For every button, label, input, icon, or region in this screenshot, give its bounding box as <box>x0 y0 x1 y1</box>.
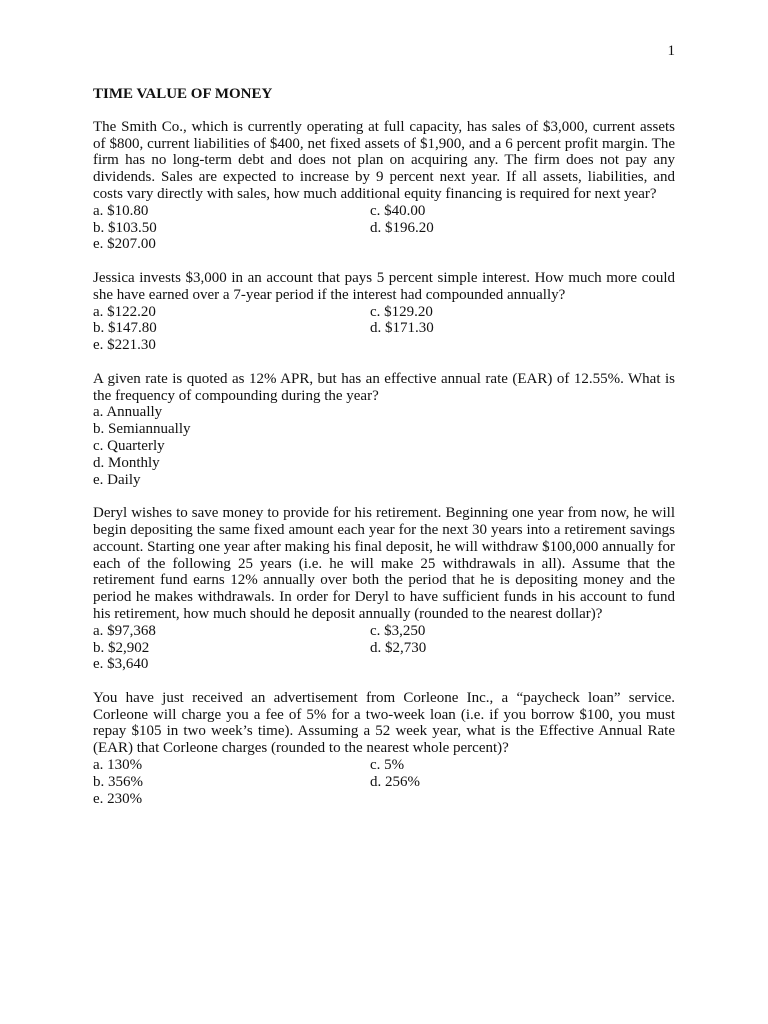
question-text: Deryl wishes to save money to provide for his retirement. Beginning one year from now, he will begin depositing the same fixed amount each year for the next 30 years into a retirement savings account. Starting one year after making his final deposit, he will withdraw $100,000 annually for each of the following 25 years (i.e. he will make 25 withdrawals in all). Assume that the retirement fund earns 12% annually over both the period that he is depositing money and the period he makes withdrawals. In order for Deryl to have sufficient funds in his account to fund his retirement, how much should he deposit annually (rounded to the nearest dollar)? <box>93 505 675 622</box>
question-2 <box>93 270 675 354</box>
answer-options <box>93 757 675 807</box>
question-5 <box>93 690 675 808</box>
document-body <box>93 86 675 824</box>
option-a: a. $97,368 <box>93 622 156 639</box>
question-4 <box>93 505 675 673</box>
option-b: b. Semiannually <box>93 421 191 438</box>
option-e: e. 230% <box>93 790 143 807</box>
answer-options <box>93 203 675 253</box>
question-text: You have just received an advertisement from Corleone Inc., a “paycheck loan” service. Corleone will charge you a fee of 5% for a two-week loan (i.e. if you borrow $100, you must repay $105 in two week’s time). Assuming a 52 week year, what is the Effective Annual Rate (EAR) that Corleone charges (rounded to the nearest whole percent)? <box>93 689 675 757</box>
question-text: Jessica invests $3,000 in an account that pays 5 percent simple interest. How much more could she have earned over a 7-year period if the interest had compounded annually? <box>93 269 675 303</box>
question-3 <box>93 371 675 489</box>
option-a: a. Annually <box>93 404 163 421</box>
option-e: e. $221.30 <box>93 337 156 354</box>
answer-options <box>93 304 675 354</box>
question-text: A given rate is quoted as 12% APR, but has an effective annual rate (EAR) of 12.55%. What is the frequency of compounding during the year? <box>93 370 675 404</box>
page-number: 1 <box>667 43 675 59</box>
document-title: TIME VALUE OF MONEY <box>93 86 273 102</box>
option-d: d. $196.20 <box>370 219 434 236</box>
answer-options <box>93 404 675 488</box>
question-1 <box>93 119 675 253</box>
option-b: b. 356% <box>93 773 143 790</box>
option-c: c. Quarterly <box>93 437 165 454</box>
option-b: b. $147.80 <box>93 320 157 337</box>
option-a: a. 130% <box>93 757 143 774</box>
option-d: d. Monthly <box>93 454 160 471</box>
option-e: e. $3,640 <box>93 656 149 673</box>
option-c: c. $129.20 <box>370 303 433 320</box>
question-text: The Smith Co., which is currently operating at full capacity, has sales of $3,000, current assets of $800, current liabilities of $400, net fixed assets of $1,900, and a 6 percent profit margin. The firm has no long-term debt and does not plan on acquiring any. The firm does not pay any dividends. Sales are expected to increase by 9 percent next year. If all assets, liabilities, and costs vary directly with sales, how much additional equity financing is required for next year? <box>93 118 675 202</box>
option-b: b. $2,902 <box>93 639 150 656</box>
option-c: c. $3,250 <box>370 622 426 639</box>
option-c: c. $40.00 <box>370 202 426 219</box>
option-d: d. 256% <box>370 773 420 790</box>
option-b: b. $103.50 <box>93 219 157 236</box>
option-e: e. Daily <box>93 471 141 488</box>
answer-options <box>93 623 675 673</box>
option-e: e. $207.00 <box>93 236 156 253</box>
option-a: a. $10.80 <box>93 202 149 219</box>
option-a: a. $122.20 <box>93 303 156 320</box>
option-c: c. 5% <box>370 757 405 774</box>
option-d: d. $2,730 <box>370 639 427 656</box>
option-d: d. $171.30 <box>370 320 434 337</box>
